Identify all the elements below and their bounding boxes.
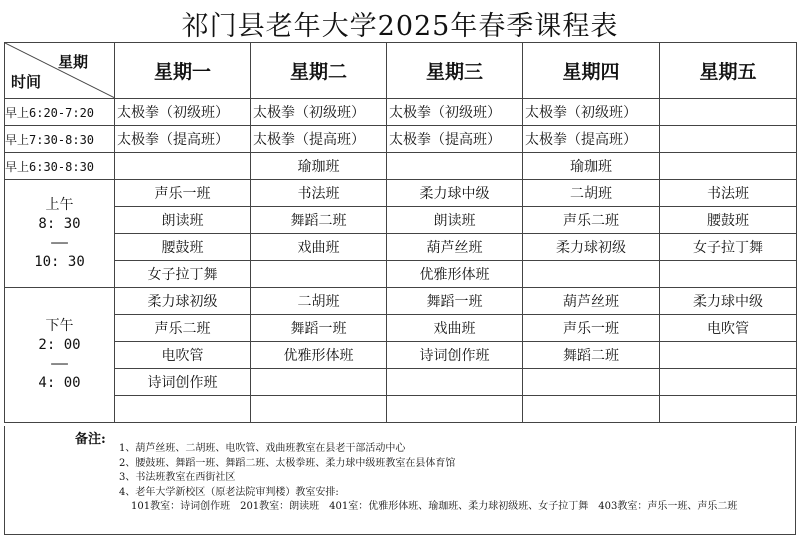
course-cell: 戏曲班 xyxy=(251,234,387,261)
course-cell: 太极拳（提高班） xyxy=(115,126,251,153)
course-cell: 声乐一班 xyxy=(523,315,660,342)
course-cell xyxy=(660,396,797,423)
course-cell: 书法班 xyxy=(251,180,387,207)
course-cell: 太极拳（提高班） xyxy=(251,126,387,153)
note-classroom-list: 101教室：诗词创作班 201教室：朗读班 401室：优雅形体班、瑜珈班、柔力球初级班、女子拉丁舞 403教室：声乐一班、声乐二班 xyxy=(131,501,738,512)
course-cell: 优雅形体班 xyxy=(251,342,387,369)
course-cell: 电吹管 xyxy=(115,342,251,369)
morning-row xyxy=(5,207,797,234)
course-cell: 腰鼓班 xyxy=(115,234,251,261)
course-cell xyxy=(660,153,797,180)
course-cell xyxy=(251,369,387,396)
note-item: 4、老年大学新校区（原老法院审判楼）教室安排: xyxy=(119,486,339,498)
course-cell: 戏曲班 xyxy=(387,315,523,342)
day-header-wed: 星期三 xyxy=(387,43,523,99)
afternoon-time-label: 下午 2: 00 —— 4: 00 xyxy=(5,288,115,423)
time-slot: 早上6:30-8:30 xyxy=(5,153,115,180)
course-cell xyxy=(523,369,660,396)
morning-time-label: 上午 8: 30 —— 10: 30 xyxy=(5,180,115,288)
course-cell xyxy=(660,261,797,288)
course-cell: 柔力球初级 xyxy=(115,288,251,315)
note-item: 3、书法班教室在西街社区 xyxy=(119,472,236,483)
course-cell: 舞蹈一班 xyxy=(251,315,387,342)
course-cell: 女子拉丁舞 xyxy=(660,234,797,261)
course-cell: 声乐二班 xyxy=(523,207,660,234)
corner-label-time: 时间 xyxy=(11,73,42,91)
day-header-thu: 星期四 xyxy=(523,43,660,99)
course-cell: 柔力球初级 xyxy=(523,234,660,261)
course-cell xyxy=(523,261,660,288)
course-cell xyxy=(387,369,523,396)
course-cell: 太极拳（提高班） xyxy=(523,126,660,153)
course-cell: 太极拳（提高班） xyxy=(387,126,523,153)
course-cell xyxy=(660,369,797,396)
corner-cell xyxy=(5,43,115,99)
day-header-fri: 星期五 xyxy=(660,43,797,99)
course-cell: 朗读班 xyxy=(115,207,251,234)
course-cell: 腰鼓班 xyxy=(660,207,797,234)
notes-title: 备注: xyxy=(75,432,106,447)
course-cell: 柔力球中级 xyxy=(387,180,523,207)
course-cell: 电吹管 xyxy=(660,315,797,342)
course-cell xyxy=(660,342,797,369)
time-slot: 早上6:20-7:20 xyxy=(5,99,115,126)
morning-row xyxy=(5,261,797,288)
course-cell: 二胡班 xyxy=(251,288,387,315)
course-cell: 太极拳（初级班） xyxy=(251,99,387,126)
course-cell xyxy=(251,261,387,288)
course-cell: 书法班 xyxy=(660,180,797,207)
course-cell: 舞蹈二班 xyxy=(251,207,387,234)
course-cell xyxy=(115,153,251,180)
afternoon-row xyxy=(5,396,797,423)
course-cell: 葫芦丝班 xyxy=(387,234,523,261)
early-row xyxy=(5,126,797,153)
notes-section xyxy=(4,426,796,535)
course-cell xyxy=(387,153,523,180)
course-cell: 瑜珈班 xyxy=(523,153,660,180)
notes-list xyxy=(119,442,737,515)
course-cell: 声乐一班 xyxy=(115,180,251,207)
time-slot: 早上7:30-8:30 xyxy=(5,126,115,153)
course-cell: 舞蹈二班 xyxy=(523,342,660,369)
course-cell: 葫芦丝班 xyxy=(523,288,660,315)
note-item: 1、葫芦丝班、二胡班、电吹管、戏曲班教室在县老干部活动中心 xyxy=(119,443,406,454)
course-cell: 女子拉丁舞 xyxy=(115,261,251,288)
page-title: 祁门县老年大学2025年春季课程表 xyxy=(181,11,619,42)
day-header-mon: 星期一 xyxy=(115,43,251,99)
course-cell xyxy=(660,126,797,153)
course-cell: 太极拳（初级班） xyxy=(115,99,251,126)
course-cell: 诗词创作班 xyxy=(115,369,251,396)
header-row xyxy=(5,43,797,99)
afternoon-row xyxy=(5,369,797,396)
course-cell: 太极拳（初级班） xyxy=(387,99,523,126)
morning-row xyxy=(5,180,797,207)
note-item: 2、腰鼓班、舞蹈一班、舞蹈二班、太极拳班、柔力球中级班教室在县体育馆 xyxy=(119,457,456,469)
course-cell xyxy=(523,396,660,423)
early-row xyxy=(5,99,797,126)
course-cell xyxy=(660,99,797,126)
afternoon-row xyxy=(5,315,797,342)
course-cell: 朗读班 xyxy=(387,207,523,234)
course-cell: 柔力球中级 xyxy=(660,288,797,315)
afternoon-row xyxy=(5,288,797,315)
early-row xyxy=(5,153,797,180)
course-cell xyxy=(115,396,251,423)
schedule-table xyxy=(4,42,797,423)
afternoon-row xyxy=(5,342,797,369)
course-cell xyxy=(251,396,387,423)
day-header-tue: 星期二 xyxy=(251,43,387,99)
course-cell: 诗词创作班 xyxy=(387,342,523,369)
course-cell: 舞蹈一班 xyxy=(387,288,523,315)
course-cell xyxy=(387,396,523,423)
course-cell: 声乐二班 xyxy=(115,315,251,342)
course-cell: 瑜珈班 xyxy=(251,153,387,180)
course-cell: 优雅形体班 xyxy=(387,261,523,288)
corner-label-day: 星期 xyxy=(57,53,88,71)
course-cell: 太极拳（初级班） xyxy=(523,99,660,126)
course-cell: 二胡班 xyxy=(523,180,660,207)
morning-row xyxy=(5,234,797,261)
